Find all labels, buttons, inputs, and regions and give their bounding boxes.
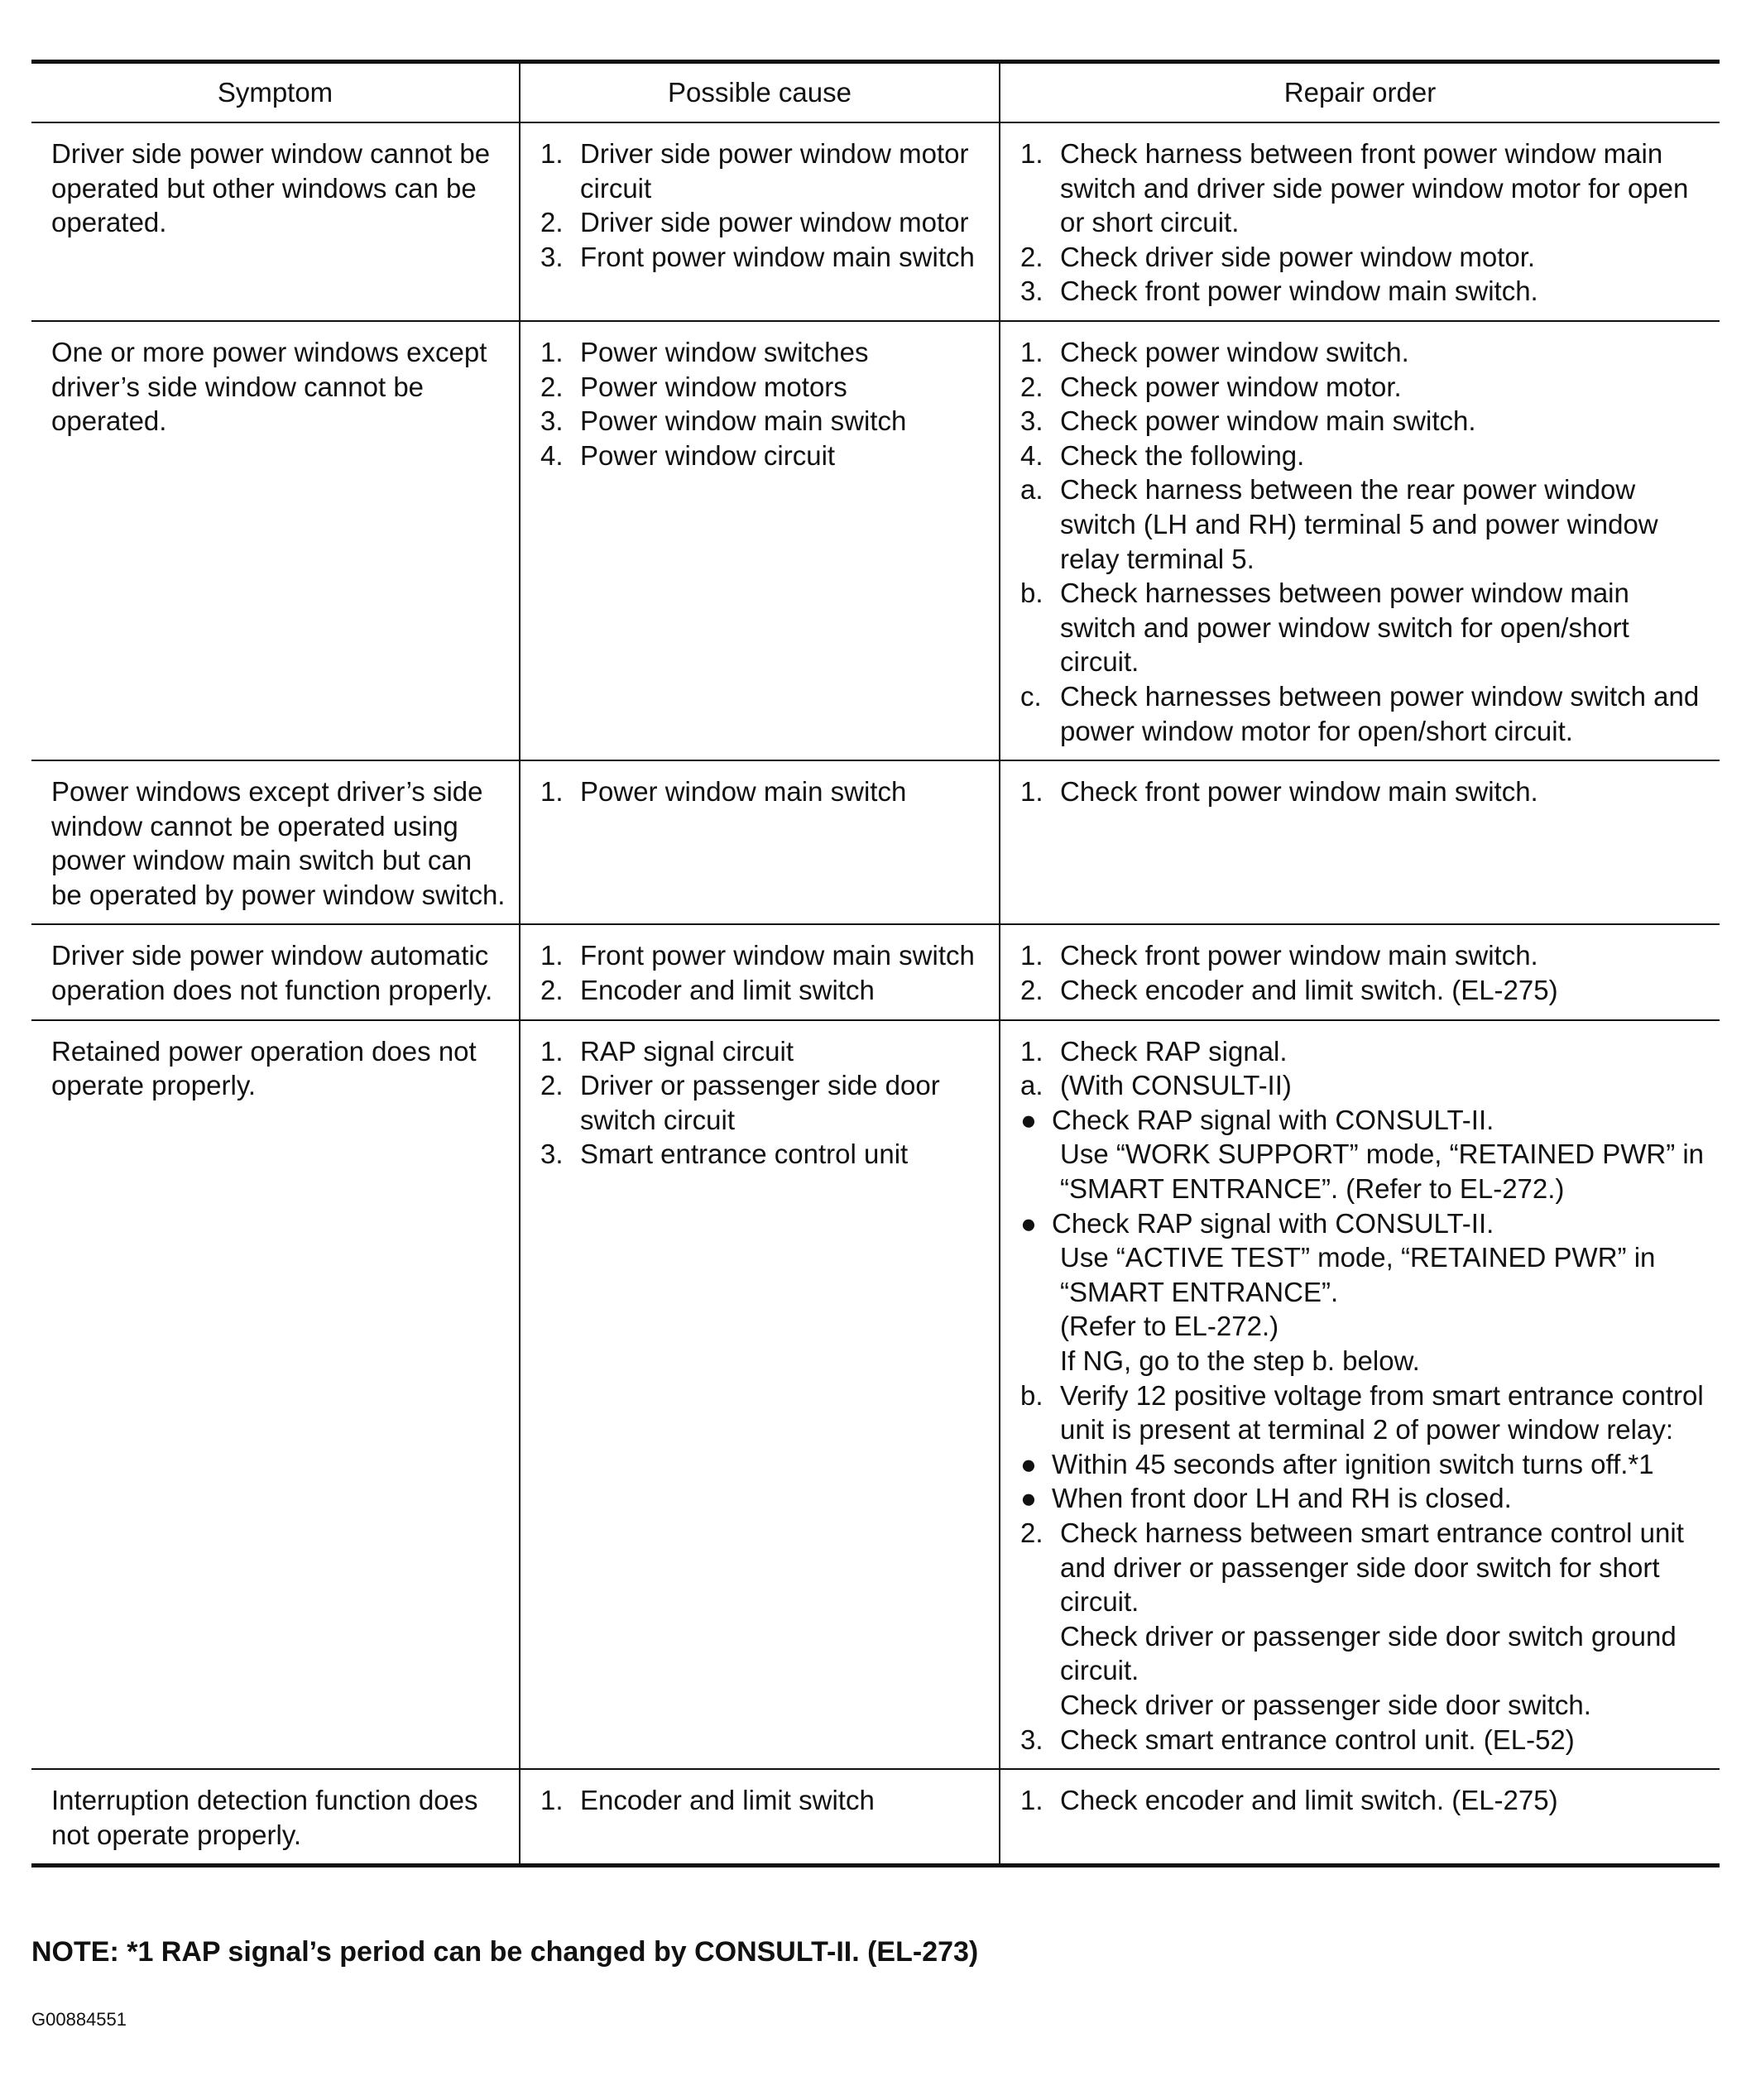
repair-step [1020,1619,1708,1688]
repair-step [1020,679,1708,748]
symptom-cell: One or more power windows except driver’s side window cannot be operated. [31,321,520,760]
step-marker: 2. [1020,1517,1043,1548]
step-text: Power window main switch [580,405,907,437]
step-text: Check front power window main switch. [1060,276,1538,307]
step-text: Power window switches [580,336,869,367]
repair-step [1020,973,1708,1008]
repair-step [1020,274,1708,309]
step-text: Check harness between front power window main switch and driver side power window motor for open or short circuit. [1060,138,1689,238]
step-text: Encoder and limit switch [580,975,875,1006]
cause-item [540,240,987,275]
step-text: Power window main switch [580,776,907,808]
table-row [31,1769,1720,1866]
possible-cause-cell [520,924,1000,1019]
step-text: When front door LH and RH is closed. [1052,1483,1512,1514]
possible-cause-cell [520,321,1000,760]
step-text: Verify 12 positive voltage from smart entrance control unit is present at terminal 2 of power window relay: [1060,1379,1704,1446]
step-marker: 1. [1020,336,1043,367]
repair-step [1020,1206,1708,1241]
step-marker: 3. [540,405,564,437]
diagnosis-table [31,60,1720,1867]
repairs-list [1020,137,1708,309]
step-text: Power window circuit [580,439,836,471]
repair-step [1020,1783,1708,1818]
step-marker: 3. [1020,1724,1043,1755]
repairs-list [1020,335,1708,748]
step-text: Driver side power window motor circuit [580,138,969,204]
step-marker: 3. [540,1139,564,1170]
step-marker: 1. [540,336,564,367]
step-text: Check harnesses between power window main switch and power window switch for open/short circuit. [1060,578,1629,678]
bullet-marker: ● [1020,1207,1037,1239]
repair-step [1020,1240,1708,1309]
step-text: Encoder and limit switch [580,1785,875,1816]
header-row [31,62,1720,123]
step-marker: 4. [540,439,564,471]
step-text: Front power window main switch [580,241,975,272]
bullet-marker: ● [1020,1104,1037,1135]
header-symptom: Symptom [31,62,520,123]
repairs-list [1020,774,1708,809]
repair-order-cell [1000,1020,1720,1769]
causes-list [540,137,987,274]
step-marker: 4. [1020,439,1043,471]
cause-item [540,205,987,240]
step-text: Check driver or passenger side door switch ground circuit. [1060,1620,1677,1686]
repair-step [1020,1723,1708,1757]
possible-cause-cell [520,1020,1000,1769]
step-marker: 1. [1020,1785,1043,1816]
causes-list [540,1783,987,1818]
cause-item [540,938,987,973]
step-text: Check harness between smart entrance control unit and driver or passenger side door switch for short circuit. [1060,1517,1684,1618]
bullet-marker: ● [1020,1483,1037,1514]
symptom-cell: Driver side power window cannot be operated but other windows can be operated. [31,122,520,321]
step-text: Check harness between the rear power window switch (LH and RH) terminal 5 and power window relay terminal 5. [1060,474,1658,574]
step-marker: b. [1020,578,1043,609]
step-text: Front power window main switch [580,940,975,971]
step-text: Check power window switch. [1060,336,1409,367]
step-text: Use “ACTIVE TEST” mode, “RETAINED PWR” in “SMART ENTRANCE”. [1060,1242,1656,1307]
step-marker: 2. [1020,371,1043,402]
step-text: Check front power window main switch. [1060,776,1538,808]
table-row [31,924,1720,1019]
table-row [31,760,1720,924]
repair-step [1020,1034,1708,1069]
step-text: Check RAP signal. [1060,1035,1288,1067]
step-text: (With CONSULT-II) [1060,1070,1292,1101]
step-marker: 1. [540,1785,564,1816]
step-marker: 1. [1020,138,1043,169]
step-marker: 3. [540,241,564,272]
repair-step [1020,240,1708,275]
bullet-marker: ● [1020,1448,1037,1479]
document [31,60,1720,1867]
figure-code: G00884551 [31,2009,127,2030]
step-text: Check the following. [1060,439,1305,471]
step-text: Check driver side power window motor. [1060,241,1536,272]
cause-item [540,774,987,809]
cause-item [540,404,987,439]
repair-step [1020,439,1708,473]
repair-step [1020,1068,1708,1103]
repair-order-cell [1000,321,1720,760]
step-marker: a. [1020,474,1043,506]
step-marker: 2. [540,975,564,1006]
repair-step [1020,1481,1708,1516]
step-text: Check RAP signal with CONSULT-II. [1052,1207,1494,1239]
repair-step [1020,370,1708,405]
symptom-cell: Interruption detection function does not operate properly. [31,1769,520,1866]
repair-step [1020,938,1708,973]
step-marker: 1. [540,940,564,971]
repair-order-cell [1000,1769,1720,1866]
step-text: If NG, go to the step b. below. [1060,1345,1420,1376]
step-text: Within 45 seconds after ignition switch turns off.*1 [1052,1448,1654,1479]
cause-item [540,439,987,473]
step-text: Check smart entrance control unit. (EL-52) [1060,1724,1575,1755]
step-text: Check encoder and limit switch. (EL-275) [1060,1785,1558,1816]
step-text: Power window motors [580,371,847,402]
step-text: Check front power window main switch. [1060,940,1538,971]
step-marker: 3. [1020,405,1043,437]
repair-step [1020,404,1708,439]
footnote: NOTE: *1 RAP signal’s period can be changed by CONSULT-II. (EL-273) [31,1936,979,1968]
step-marker: 1. [540,138,564,169]
header-repair-order: Repair order [1000,62,1720,123]
step-marker: 2. [1020,241,1043,272]
step-text: Use “WORK SUPPORT” mode, “RETAINED PWR” in “SMART ENTRANCE”. (Refer to EL-272.) [1060,1139,1705,1205]
repair-order-cell [1000,122,1720,321]
step-text: Smart entrance control unit [580,1139,909,1170]
causes-list [540,335,987,472]
possible-cause-cell [520,122,1000,321]
repair-step [1020,1516,1708,1619]
repair-order-cell [1000,760,1720,924]
repair-step [1020,1103,1708,1138]
step-marker: 2. [540,207,564,238]
step-text: Check power window motor. [1060,371,1402,402]
cause-item [540,1068,987,1137]
cause-item [540,1137,987,1172]
step-marker: 1. [540,776,564,808]
repair-order-cell [1000,924,1720,1019]
cause-item [540,370,987,405]
step-text: Check encoder and limit switch. (EL-275) [1060,975,1558,1006]
step-marker: 1. [1020,940,1043,971]
repair-step [1020,1344,1708,1378]
cause-item [540,1783,987,1818]
repair-step [1020,1447,1708,1482]
repair-step [1020,1137,1708,1206]
header-possible-cause: Possible cause [520,62,1000,123]
repair-step [1020,137,1708,240]
step-text: Driver or passenger side door switch circuit [580,1070,940,1135]
step-marker: 2. [540,1070,564,1101]
step-text: Check RAP signal with CONSULT-II. [1052,1104,1494,1135]
step-text: (Refer to EL-272.) [1060,1311,1279,1342]
causes-list [540,1034,987,1172]
cause-item [540,137,987,205]
step-marker: b. [1020,1379,1043,1411]
repair-step [1020,335,1708,370]
repairs-list [1020,1034,1708,1757]
repair-step [1020,1309,1708,1344]
step-marker: a. [1020,1070,1043,1101]
symptom-cell: Driver side power window automatic operation does not function properly. [31,924,520,1019]
repair-step [1020,576,1708,679]
repair-step [1020,472,1708,576]
table-row [31,321,1720,760]
step-text: Check driver or passenger side door switch. [1060,1689,1591,1720]
step-marker: 2. [1020,975,1043,1006]
step-marker: 2. [540,371,564,402]
step-marker: 1. [540,1035,564,1067]
possible-cause-cell [520,1769,1000,1866]
cause-item [540,973,987,1008]
causes-list [540,938,987,1007]
step-marker: 3. [1020,276,1043,307]
symptom-cell: Power windows except driver’s side window cannot be operated using power window main switch but can be operated by power window switch. [31,760,520,924]
cause-item [540,335,987,370]
repairs-list [1020,938,1708,1007]
causes-list [540,774,987,809]
step-marker: c. [1020,680,1042,712]
repair-step [1020,1378,1708,1447]
step-marker: 1. [1020,1035,1043,1067]
repair-step [1020,774,1708,809]
step-text: Check harnesses between power window switch and power window motor for open/short circuit. [1060,680,1700,746]
symptom-cell: Retained power operation does not operate properly. [31,1020,520,1769]
step-text: Check power window main switch. [1060,405,1476,437]
step-text: RAP signal circuit [580,1035,794,1067]
step-text: Driver side power window motor [580,207,969,238]
repairs-list [1020,1783,1708,1818]
step-marker: 1. [1020,776,1043,808]
table-row [31,1020,1720,1769]
repair-step [1020,1688,1708,1723]
table-row [31,122,1720,321]
possible-cause-cell [520,760,1000,924]
cause-item [540,1034,987,1069]
